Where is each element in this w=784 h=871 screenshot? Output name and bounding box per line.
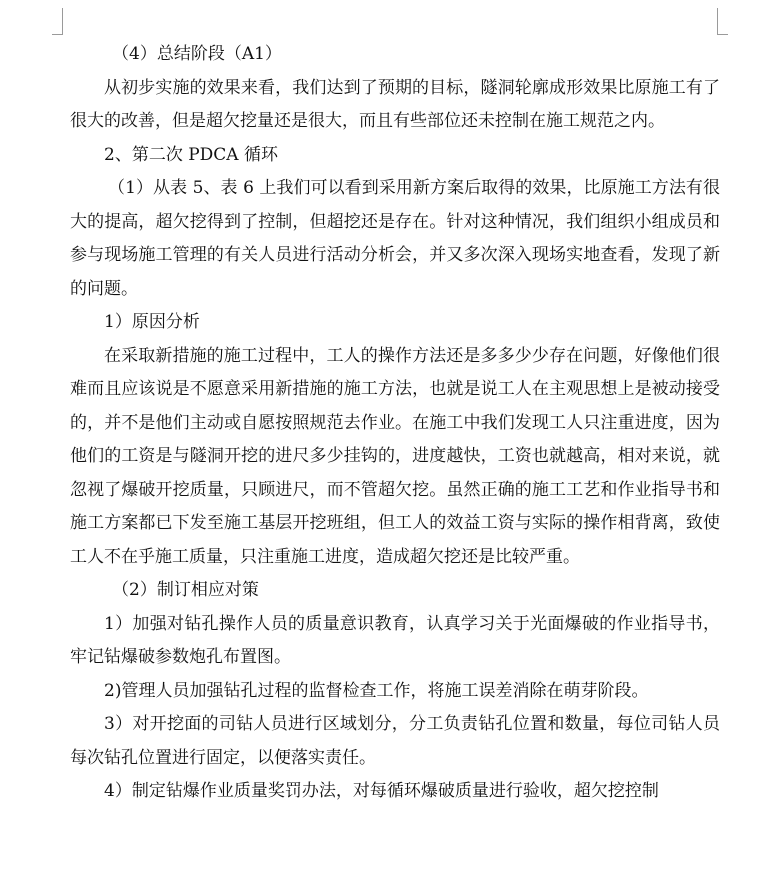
page-corner-mark-right (717, 8, 728, 35)
document-page (70, 38, 720, 809)
heading-second-pdca: 2、第二次 PDCA 循环 (104, 144, 278, 165)
heading-countermeasures: （2）制订相应对策 (112, 580, 259, 600)
list-item-measure-1: 1）加强对钻孔操作人员的质量意识教育，认真学习关于光面爆破的作业指导书，牢记钻爆破参数炮孔布置图。 (70, 613, 720, 667)
page-corner-mark-left (52, 8, 63, 35)
paragraph-cause-analysis: 在采取新措施的施工过程中，工人的操作方法还是多多少少存在问题，好像他们很难而且应该说是不愿意采用新措施的施工方法，也就是说工人在主观思想上是被动接受的，并不是他们主动或自愿按照规范去作业。在施工中我们发现工人只注重进度，因为他们的工资是与隧洞开挖的进尺多少挂钩的，进度越快，工资也就越高，相对来说，就忽视了爆破开挖质量，只顾进尺，而不管超欠挖。虽然正确的施工工艺和作业指导书和施工方案都已下发至施工基层开挖班组，但工人的效益工资与实际的操作相背离，致使工人不在乎施工质量，只注重施工进度，造成超欠挖还是比较严重。 (70, 345, 720, 567)
heading-cause-analysis: 1）原因分析 (104, 312, 200, 332)
list-item-measure-2: 2)管理人员加强钻孔过程的监督检查工作，将施工误差消除在萌芽阶段。 (104, 680, 649, 701)
paragraph-summary: 从初步实施的效果来看，我们达到了预期的目标，隧洞轮廓成形效果比原施工有了很大的改善，但是超欠挖量还是很大，而且有些部位还未控制在施工规范之内。 (70, 77, 720, 131)
paragraph-table-results: （1）从表 5、表 6 上我们可以看到采用新方案后取得的效果，比原施工方法有很大的提高，超欠挖得到了控制，但超挖还是存在。针对这种情况，我们组织小组成员和参与现场施工管理的有关人员进行活动分析会，并又多次深入现场实地查看，发现了新的问题。 (70, 178, 720, 299)
heading-summary-stage: （4）总结阶段（A1） (112, 44, 282, 64)
list-item-measure-3: 3）对开挖面的司钻人员进行区域划分，分工负责钻孔位置和数量，每位司钻人员每次钻孔位置进行固定，以便落实责任。 (70, 714, 720, 768)
list-item-measure-4: 4）制定钻爆作业质量奖罚办法，对每循环爆破质量进行验收，超欠挖控制 (104, 781, 659, 801)
